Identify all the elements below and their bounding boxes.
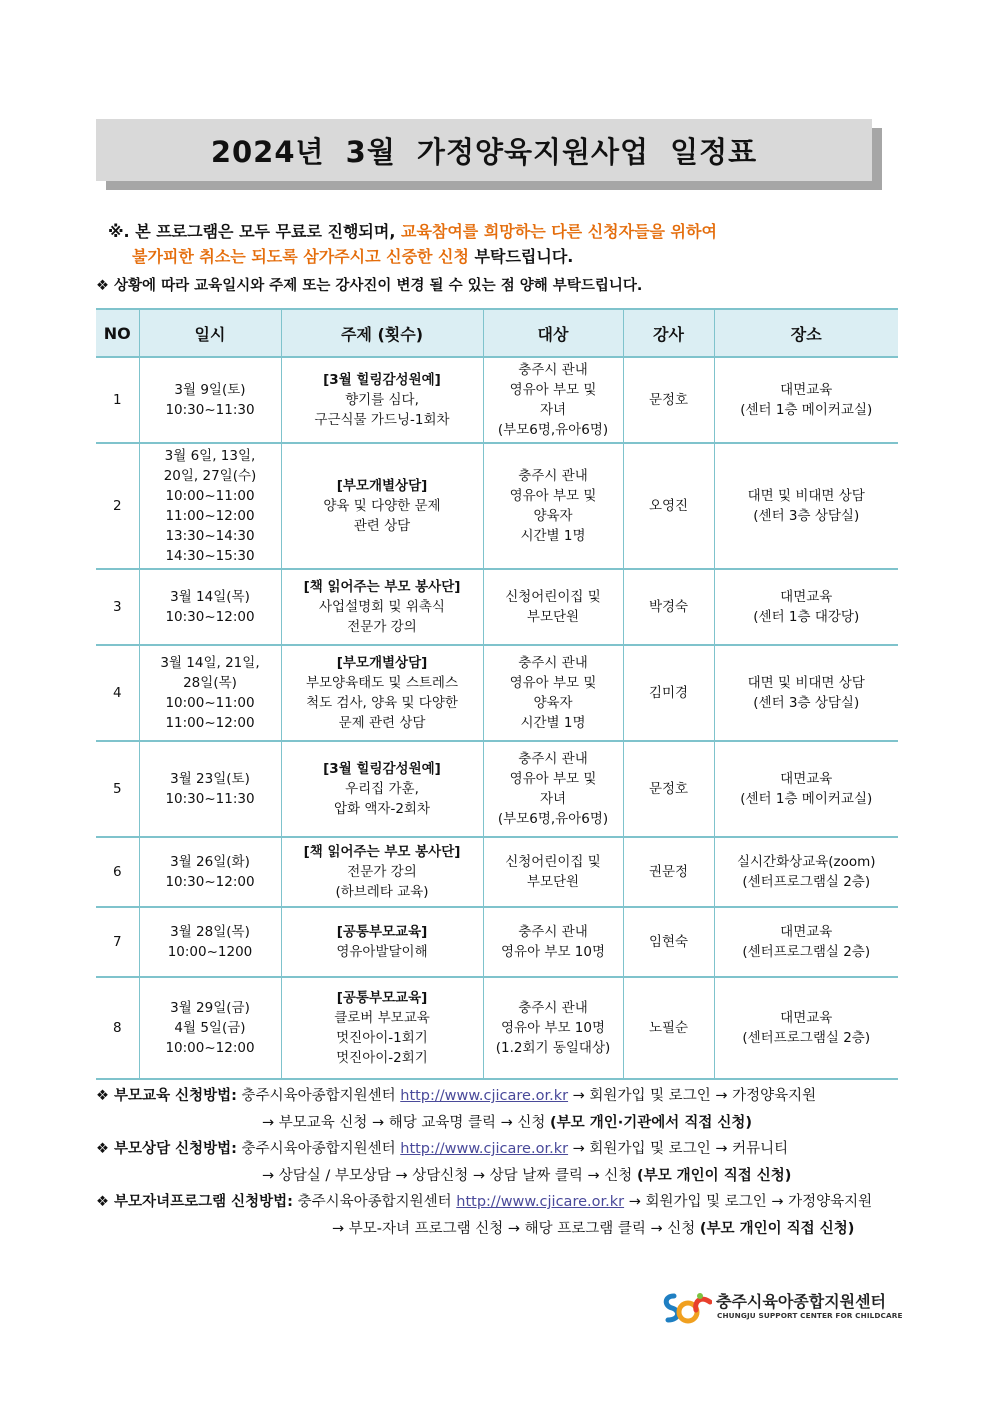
cell-line: 부모단원 [526,874,580,890]
row-number: 1 [96,357,139,443]
cell-line: (1.2회기 동일대상) [495,1040,611,1056]
notice-highlight: 교육참여를 희망하는 다른 신청자들을 위하여 [400,222,717,241]
cell-line: 영유아 부모 및 [509,382,597,398]
logo-subtitle: CHUNGJU SUPPORT CENTER FOR CHILDCARE [717,1311,903,1320]
method-center: 충주시육아종합지원센터 [236,1141,401,1157]
cell-target [483,837,623,907]
cell-line: 3월 28일(목) [170,924,250,940]
cell-instructor: 오영진 [623,443,714,569]
cell-line: 3월 26일(화) [170,854,250,870]
schedule-table [96,308,898,1080]
cell-line: 14:30~15:30 [165,548,255,564]
cell-line: (부모6명,유아6명) [497,811,609,827]
cell-line: 향기를 심다, [345,392,419,408]
title-box [96,119,872,181]
topic-title: [부모개별상담] [336,478,428,494]
cell-place [714,357,898,443]
cell-place [714,645,898,741]
cell-line: 대면 및 비대면 상담 [747,488,865,504]
topic-title: [3월 힐링감성원예] [323,372,441,388]
cell-line: 압화 액자-2회차 [334,801,430,817]
cell-line: (센터 3층 상담실) [753,695,860,711]
cell-line: 영유아 부모 및 [509,488,597,504]
cell-line: 11:00~12:00 [165,715,255,731]
method-center: 충주시육아종합지원센터 [236,1088,401,1104]
cell-line: 부모단원 [526,609,580,625]
method-note: (부모 개인·기관에서 직접 신청) [550,1114,753,1131]
cell-target [483,645,623,741]
col-header-topic: 주제 (횟수) [281,309,483,357]
subnote: ❖ 상황에 따라 교육일시와 주제 또는 강사진이 변경 될 수 있는 점 양해 부탁드립니다. [96,278,643,294]
cell-line: 10:30~12:00 [165,874,255,890]
table-row [96,837,898,907]
cell-line: 신청어린이집 및 [505,589,601,605]
cell-line: 영유아 부모 10명 [500,944,605,960]
cell-line: (센터프로그램실 2층) [742,1030,871,1046]
cell-line: 멋진아이-1회기 [336,1030,428,1046]
method-child [96,1189,956,1216]
application-methods [96,1083,956,1242]
table-row [96,569,898,645]
cell-line: 우리집 가훈, [345,781,419,797]
cell-target [483,357,623,443]
notice-highlight: 불가피한 취소는 되도록 삼가주시고 신중한 신청 [132,247,469,266]
cell-line: 충주시 관내 [518,924,588,940]
cell-line: 양육 및 다양한 문제 [323,498,441,514]
topic-title: [3월 힐링감성원예] [323,761,441,777]
page-title: 2024년 3월 가정양육지원사업 일정표 [210,134,758,169]
notice [108,219,908,269]
cell-place [714,741,898,837]
method-label: ❖ 부모자녀프로그램 신청방법: [96,1194,293,1210]
cell-line: 3월 14일(목) [170,589,250,605]
table-row [96,443,898,569]
cell-date [139,357,281,443]
cell-date [139,907,281,977]
cell-topic [281,569,483,645]
cell-instructor: 노필순 [623,977,714,1079]
cell-line: (하브레타 교육) [335,884,429,900]
cell-line: (센터프로그램실 2층) [742,944,871,960]
cell-line: 영유아 부모 및 [509,675,597,691]
cell-line: 양육자 [533,695,573,711]
cell-line: 대면 및 비대면 상담 [747,675,865,691]
table-header-row [96,309,898,357]
table-row [96,357,898,443]
row-number: 6 [96,837,139,907]
cell-line: 11:00~12:00 [165,508,255,524]
cell-topic [281,357,483,443]
cell-instructor: 문정호 [623,357,714,443]
center-logo-icon [660,1290,712,1326]
method-edu-line2 [96,1110,956,1137]
cell-line: 3월 29일(금) [170,1000,250,1016]
cell-line: 문제 관련 상담 [338,715,426,731]
cell-place [714,837,898,907]
table-row [96,907,898,977]
cell-line: 영유아 부모 및 [509,771,597,787]
notice-line-1 [108,219,908,244]
cell-line: (센터 1층 메이커교실) [740,791,873,807]
row-number: 4 [96,645,139,741]
table-row [96,977,898,1079]
method-child-line2 [96,1216,956,1243]
cell-place [714,569,898,645]
row-number: 5 [96,741,139,837]
col-header-place: 장소 [714,309,898,357]
cell-instructor: 문정호 [623,741,714,837]
cell-line: (센터 3층 상담실) [753,508,860,524]
topic-title: [책 읽어주는 부모 봉사단] [303,844,461,860]
col-header-date: 일시 [139,309,281,357]
col-header-instructor: 강사 [623,309,714,357]
cell-line: 영유아 부모 10명 [500,1020,605,1036]
website-link[interactable]: http://www.cjicare.or.kr [400,1141,569,1157]
cell-line: (센터프로그램실 2층) [742,874,871,890]
cell-instructor: 임현숙 [623,907,714,977]
cell-target [483,977,623,1079]
method-counsel [96,1136,956,1163]
cell-line: 10:30~11:30 [165,791,255,807]
row-number: 2 [96,443,139,569]
row-number: 7 [96,907,139,977]
cell-line: 사업설명회 및 위촉식 [319,599,445,615]
website-link[interactable]: http://www.cjicare.or.kr [400,1088,569,1104]
cell-instructor: 권문정 [623,837,714,907]
cell-line: 자녀 [539,791,567,807]
cell-line: 전문가 강의 [347,864,417,880]
cell-topic [281,907,483,977]
row-number: 8 [96,977,139,1079]
cell-date [139,569,281,645]
cell-line: 대면교육 [780,1010,833,1026]
cell-line: 대면교육 [780,771,833,787]
method-label: ❖ 부모상담 신청방법: [96,1141,237,1157]
cell-line: 3월 6일, 13일, [164,448,256,464]
method-steps: → 부모교육 신청 → 해당 교육명 클릭 → 신청 [262,1114,551,1131]
method-steps: → 회원가입 및 로그인 → 커뮤니티 [568,1141,789,1157]
website-link[interactable]: http://www.cjicare.or.kr [456,1194,625,1210]
cell-line: 실시간화상교육(zoom) [736,854,876,870]
col-header-target: 대상 [483,309,623,357]
cell-target [483,741,623,837]
cell-target [483,907,623,977]
method-steps: → 부모-자녀 프로그램 신청 → 해당 프로그램 클릭 → 신청 [332,1220,700,1237]
cell-topic [281,645,483,741]
logo-name: 충주시육아종합지원센터 [716,1292,887,1311]
method-edu [96,1083,956,1110]
method-center: 충주시육아종합지원센터 [292,1194,457,1210]
cell-line: 대면교육 [780,924,833,940]
cell-line: 자녀 [539,402,567,418]
cell-line: 척도 검사, 양육 및 다양한 [306,695,458,711]
cell-line: 부모양육태도 및 스트레스 [305,675,459,691]
notice-text: 부탁드립니다. [468,247,574,266]
method-label: ❖ 부모교육 신청방법: [96,1088,237,1104]
center-logo [660,1288,903,1328]
cell-date [139,741,281,837]
method-note: (부모 개인이 직접 신청) [636,1167,792,1184]
cell-line: 10:00~11:00 [165,488,255,504]
method-steps: → 회원가입 및 로그인 → 가정양육지원 [624,1194,873,1210]
cell-line: 13:30~14:30 [165,528,255,544]
cell-line: 10:00~1200 [167,944,253,960]
cell-line: 충주시 관내 [518,1000,588,1016]
cell-line: 양육자 [533,508,573,524]
cell-line: 신청어린이집 및 [505,854,601,870]
method-counsel-line2 [96,1163,956,1190]
col-header-no: NO [96,309,139,357]
cell-topic [281,443,483,569]
cell-line: (부모6명,유아6명) [497,422,609,438]
cell-line: 충주시 관내 [518,468,588,484]
method-note: (부모 개인이 직접 신청) [699,1220,855,1237]
notice-line-2 [108,244,908,269]
cell-target [483,569,623,645]
cell-date [139,977,281,1079]
cell-line: 3월 14일, 21일, [160,655,260,671]
cell-target [483,443,623,569]
cell-instructor: 김미경 [623,645,714,741]
cell-line: (센터 1층 대강당) [753,609,860,625]
cell-line: 대면교육 [780,382,833,398]
table-row [96,645,898,741]
cell-line: 구근식물 가드닝-1회차 [314,412,450,428]
cell-line: 10:00~12:00 [165,1040,255,1056]
cell-line: 전문가 강의 [347,619,417,635]
cell-line: 클로버 부모교육 [334,1010,430,1026]
cell-line: 10:00~11:00 [165,695,255,711]
topic-title: [부모개별상담] [336,655,428,671]
cell-date [139,645,281,741]
cell-line: 20일, 27일(수) [163,468,257,484]
cell-line: 충주시 관내 [518,362,588,378]
cell-line: (센터 1층 메이커교실) [740,402,873,418]
cell-line: 시간별 1명 [520,715,586,731]
row-number: 3 [96,569,139,645]
cell-instructor: 박경숙 [623,569,714,645]
cell-line: 충주시 관내 [518,751,588,767]
table-row [96,741,898,837]
topic-title: [공통부모교육] [336,990,428,1006]
cell-topic [281,837,483,907]
cell-line: 4월 5일(금) [174,1020,246,1036]
cell-line: 시간별 1명 [520,528,586,544]
cell-line: 충주시 관내 [518,655,588,671]
cell-line: 멋진아이-2회기 [336,1050,428,1066]
topic-title: [공통부모교육] [336,924,428,940]
cell-line: 28일(목) [183,675,237,691]
cell-place [714,977,898,1079]
cell-line: 10:30~12:00 [165,609,255,625]
cell-line: 3월 9일(토) [174,382,246,398]
cell-line: 3월 23일(토) [170,771,250,787]
cell-date [139,837,281,907]
cell-line: 관련 상담 [353,518,411,534]
cell-place [714,907,898,977]
cell-line: 10:30~11:30 [165,402,255,418]
cell-line: 대면교육 [780,589,833,605]
topic-title: [책 읽어주는 부모 봉사단] [303,579,461,595]
cell-topic [281,741,483,837]
method-steps: → 상담실 / 부모상담 → 상담신청 → 상담 날짜 클릭 → 신청 [262,1167,637,1184]
method-steps: → 회원가입 및 로그인 → 가정양육지원 [568,1088,817,1104]
cell-place [714,443,898,569]
notice-text: ※. 본 프로그램은 모두 무료로 진행되며, [108,222,401,241]
cell-date [139,443,281,569]
cell-topic [281,977,483,1079]
cell-line: 영유아발달이해 [336,944,428,960]
